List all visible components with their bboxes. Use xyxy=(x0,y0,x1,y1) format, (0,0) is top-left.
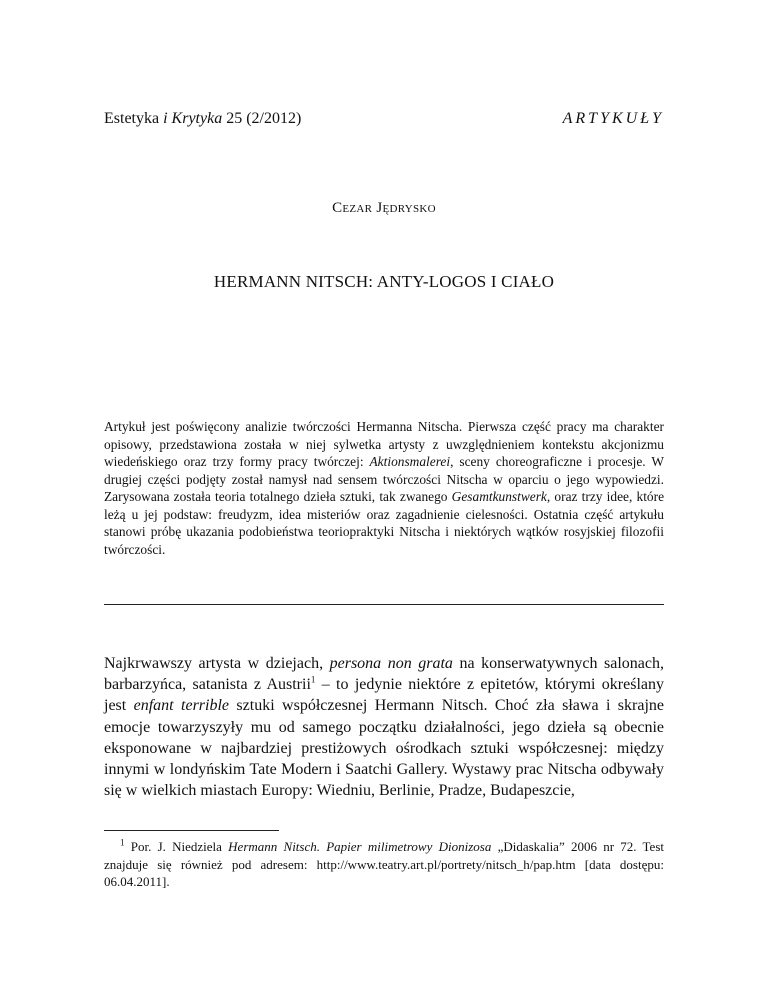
footnote xyxy=(104,838,664,891)
footnote-reference[interactable]: 1 xyxy=(310,674,316,685)
journal-name-krytyka: Krytyka xyxy=(171,110,223,127)
abstract xyxy=(104,418,664,558)
abstract-text-2: , sceny choreograficzne i procesje. W drugiej części podjęty został namysł nad sensem twórczości Nitscha w oparciu o jego wypowiedzi. Zarysowana została teoria totalnego dzieła sztuki, tak zwanego xyxy=(104,454,664,504)
body-paragraph xyxy=(104,653,664,801)
author-name: Cezar Jędrysko xyxy=(332,200,436,216)
footnote-divider xyxy=(104,830,279,831)
journal-name-start: Estetyka xyxy=(104,110,164,127)
body-text-4: sztuki współczesnej Hermann Nitsch. Choć zła sława i skrajne emocje towarzyszyły mu od samego początku działalności, jego dzieła są obecnie eksponowane w najbardziej prestiżowych ośrodkach sztuki współczesnej: między innymi w londyńskim Tate Modern i Saatchi Gallery. Wystawy prac Nitscha odbywały się w wielkich miastach Europy: Wiedniu, Berlinie, Pradze, Budapeszcie, xyxy=(104,697,664,800)
abstract-text-1: Artykuł jest poświęcony analizie twórczości Hermanna Nitscha. Pierwsza część pracy ma charakter opisowy, przedstawiona została w niej sylwetka artysty z uwzględnieniem kontekstu akcjonizmu wiedeńskiego oraz trzy formy pracy twórczej: xyxy=(104,419,664,469)
abstract-italic-1: Aktionsmalerei xyxy=(369,454,451,469)
footnote-number: 1 xyxy=(120,837,125,848)
journal-citation xyxy=(104,110,301,128)
abstract-text-3: , oraz trzy idee, które leżą u jej podstaw: freudyzm, idea misteriów oraz zagadnienie cielesności. Ostatnia część artykułu stanowi próbę ukazania podobieństwa teoriopraktyki Nitscha i niektórych wątków rosyjskiej filozofii twórczości. xyxy=(104,489,665,557)
footnote-text-1: Por. J. Niedziela xyxy=(124,839,229,854)
footnote-text-2: „Didaskalia” 2006 nr 72. Test znajduje się również pod adresem: http://www.teatry.art.pl/portrety/nitsch_h/pap.htm [data dostępu: 06.04.2011]. xyxy=(104,839,664,889)
article-title: HERMANN NITSCH: ANTY-LOGOS I CIAŁO xyxy=(213,272,555,291)
body-text-1: Najkrwawszy artysta w dziejach, xyxy=(104,655,330,672)
body-text-3: – to jedynie niektóre z epitetów, którymi określany jest xyxy=(104,676,665,715)
body-italic-1: persona non grata xyxy=(329,655,453,672)
journal-issue: 25 (2/2012) xyxy=(222,110,302,127)
body-text-2: na konserwatywnych salonach, barbarzyńca, satanista z Austrii xyxy=(104,655,664,694)
journal-name-i: i xyxy=(163,110,168,127)
body-italic-2: enfant terrible xyxy=(133,697,230,715)
section-label: ARTYKUŁY xyxy=(562,110,664,127)
abstract-italic-2: Gesamtkunstwerk xyxy=(451,489,547,504)
abstract-divider xyxy=(104,604,664,605)
footnote-italic-title: Hermann Nitsch. Papier milimetrowy Dionizosa xyxy=(228,839,492,854)
